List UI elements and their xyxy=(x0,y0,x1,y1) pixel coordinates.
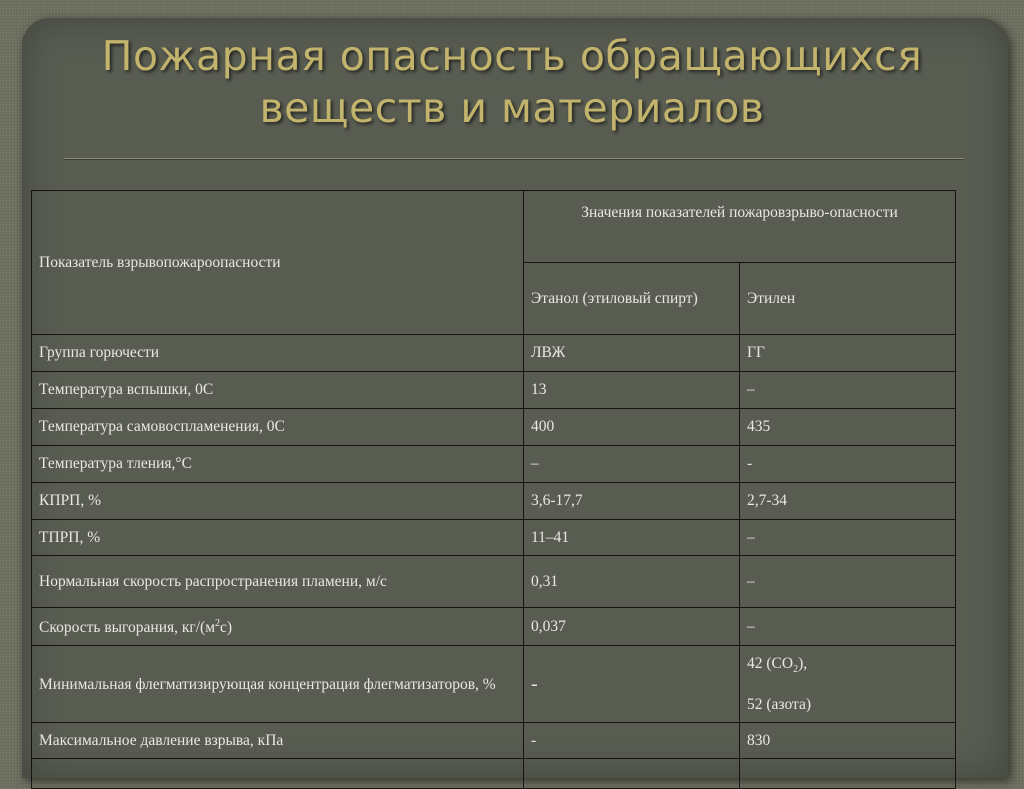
row-label: Минимальная флегматизирующая концентрация флегматизаторов, % xyxy=(32,646,524,723)
row-ethanol-value: 400 xyxy=(524,409,740,446)
title-line-1: Пожарная опасность обращающихся xyxy=(101,32,923,80)
table-row xyxy=(32,446,956,483)
ethylene-co2-line xyxy=(747,646,948,687)
table-row xyxy=(32,335,956,372)
table-header-row xyxy=(32,191,956,263)
co2-subscript: 2 xyxy=(793,664,799,676)
row-label: Нормальная скорость распространения пламени, м/с xyxy=(32,556,524,608)
table-row xyxy=(32,483,956,520)
row-label-text: Скорость выгорания, кг/(м xyxy=(39,619,216,637)
row-label-text-end: с) xyxy=(220,619,233,637)
row-ethanol-value: – xyxy=(524,446,740,483)
table-row xyxy=(32,520,956,556)
empty-cell xyxy=(32,759,524,789)
table-row xyxy=(32,723,956,759)
row-ethanol-value: 0,037 xyxy=(524,608,740,646)
row-ethylene-value: – xyxy=(740,372,956,409)
row-label: Температура самовоспламенения, 0С xyxy=(32,409,524,446)
row-ethylene-value: 435 xyxy=(740,409,956,446)
row-ethanol-value: ЛВЖ xyxy=(524,335,740,372)
header-indicator: Показатель взрывопожароопасности xyxy=(32,191,524,335)
row-ethanol-value: 11–41 xyxy=(524,520,740,556)
row-ethylene-value: 2,7-34 xyxy=(740,483,956,520)
title-divider xyxy=(64,158,964,159)
co2-text: 42 (CO xyxy=(747,655,794,672)
row-ethylene-value: 830 xyxy=(740,723,956,759)
header-ethylene: Этилен xyxy=(740,263,956,335)
table-row-empty xyxy=(32,759,956,789)
row-ethanol-value: 13 xyxy=(524,372,740,409)
row-label: Температура вспышки, 0С xyxy=(32,372,524,409)
row-ethanol-value: - xyxy=(524,723,740,759)
row-label: ТПРП, % xyxy=(32,520,524,556)
row-ethylene-value: - xyxy=(740,446,956,483)
empty-cell xyxy=(740,759,956,789)
row-label-superscript: 2 xyxy=(215,618,221,630)
row-ethylene-value: – xyxy=(740,520,956,556)
row-ethylene-value: ГГ xyxy=(740,335,956,372)
table-row xyxy=(32,608,956,646)
empty-cell xyxy=(524,759,740,789)
row-ethanol-value: 3,6-17,7 xyxy=(524,483,740,520)
row-ethylene-value xyxy=(740,646,956,723)
row-label: Максимальное давление взрыва, кПа xyxy=(32,723,524,759)
slide-title xyxy=(60,30,964,134)
table-row xyxy=(32,372,956,409)
row-ethanol-value: 0,31 xyxy=(524,556,740,608)
co2-text-end: ), xyxy=(798,655,808,672)
title-line-2: веществ и материалов xyxy=(259,84,765,132)
row-ethylene-value: – xyxy=(740,608,956,646)
header-ethanol: Этанол (этиловый спирт) xyxy=(524,263,740,335)
row-label: Группа горючести xyxy=(32,335,524,372)
row-ethanol-value: - xyxy=(524,646,740,723)
row-label xyxy=(32,608,524,646)
table-row xyxy=(32,409,956,446)
row-ethylene-value: – xyxy=(740,556,956,608)
ethylene-nitrogen-line: 52 (азота) xyxy=(747,696,811,714)
table-row xyxy=(32,556,956,608)
row-label: КПРП, % xyxy=(32,483,524,520)
header-values-group: Значения показателей пожаровзрыво-опасности xyxy=(524,191,956,263)
table-row xyxy=(32,646,956,723)
fire-hazard-table xyxy=(31,190,956,789)
row-label: Температура тления,°С xyxy=(32,446,524,483)
